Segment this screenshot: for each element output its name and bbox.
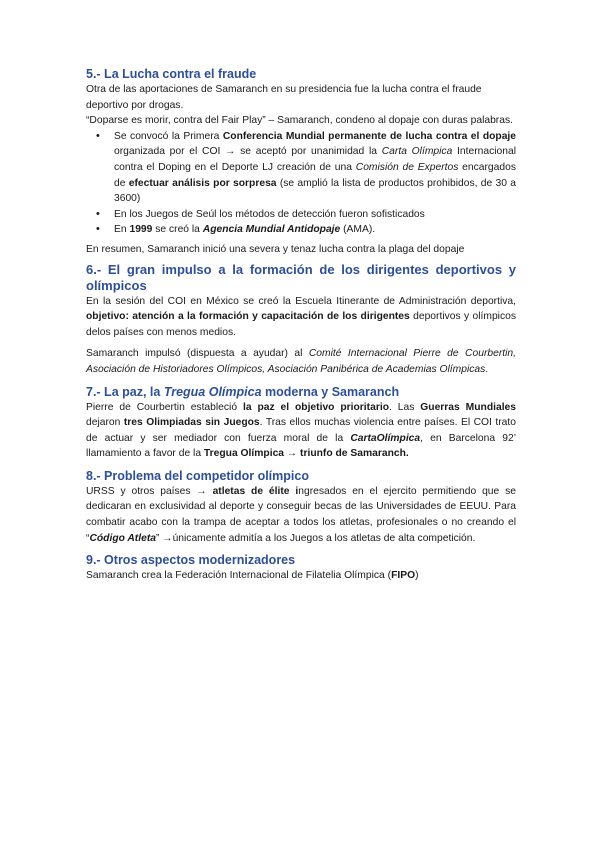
section-7-heading: 7.- La paz, la Tregua Olímpica moderna y Samaranch <box>86 384 400 399</box>
section-6-heading: 6.- El gran impulso a la formación de los dirigentes deportivos y olímpicos <box>86 261 516 293</box>
section-5-paragraph-2: “Doparse es morir, contra del Fair Play” – Samaranch, condeno al dopaje con duras palabras. <box>86 115 513 127</box>
section-7-paragraph: Pierre de Courbertin estableció la paz el objetivo prioritario. Las Guerras Mundiales dejaron tres Olimpiadas sin Juegos. Tras ellos muchas violencia entre países. El COI trato de actuar y ser mediador con fuerza moral de la CartaOlímpica, en Barcelona 92’ llamamiento a favor de la Tregua Olímpica → triunfo de Samaranch. <box>86 401 517 460</box>
bullet-item-conference: • Se convocó la Primera Conferencia Mundial permanente de lucha contra el dopaje organizada por el COI → se aceptó por unanimidad la Carta Olímpica Internacional contra el Doping en el Deporte LJ creación de una Comisión de Expertos encargados de efectuar análisis por sorpresa (se amplió la lista de productos prohibidos, de 30 a 3600) <box>114 129 516 207</box>
section-6-paragraph-1: En la sesión del COI en México se creó la Escuela Itinerante de Administración deportiva, objetivo: atención a la formación y capacitación de los dirigentes deportivos y olímpicos delos países con menos medios. <box>86 295 516 338</box>
section-5-summary: En resumen, Samaranch inició una severa y tenaz lucha contra la plaga del dopaje <box>86 243 465 255</box>
section-5-heading: 5.- La Lucha contra el fraude <box>86 67 257 81</box>
document-page <box>86 66 516 584</box>
section-8-paragraph: URSS y otros países → atletas de élite ingresados en el ejercito permitiendo que se dedicaran en exclusividad al deporte y conseguir becas de las Universidades de EEUU. Para combatir acabo con la trampa de aceptar a todos los atletas, profesionales o no creando el “Código Atleta” →únicamente admitía a los Juegos a los atletas de alta competición. <box>86 485 516 544</box>
bullet-item-seul: • En los Juegos de Seúl los métodos de detección fueron sofisticados <box>114 207 516 223</box>
section-5-bullet-list <box>86 129 516 238</box>
section-8-heading: 8.- Problema del competidor olímpico <box>86 468 309 483</box>
section-9-paragraph: Samaranch crea la Federación Internacional de Filatelia Olímpica (FIPO) <box>86 570 419 582</box>
section-5-paragraph-1: Otra de las aportaciones de Samaranch en su presidencia fue la lucha contra el fraude deportivo por drogas. <box>86 84 482 111</box>
section-9-heading: 9.- Otros aspectos modernizadores <box>86 553 296 568</box>
bullet-item-ama: • En 1999 se creó la Agencia Mundial Antidopaje (AMA). <box>114 222 516 238</box>
section-6-paragraph-2: Samaranch impulsó (dispuesta a ayudar) al Comité Internacional Pierre de Courbertin, Asociación de Historiadores Olímpicos, Asociación Panibérica de Academias Olímpicas. <box>86 348 516 375</box>
